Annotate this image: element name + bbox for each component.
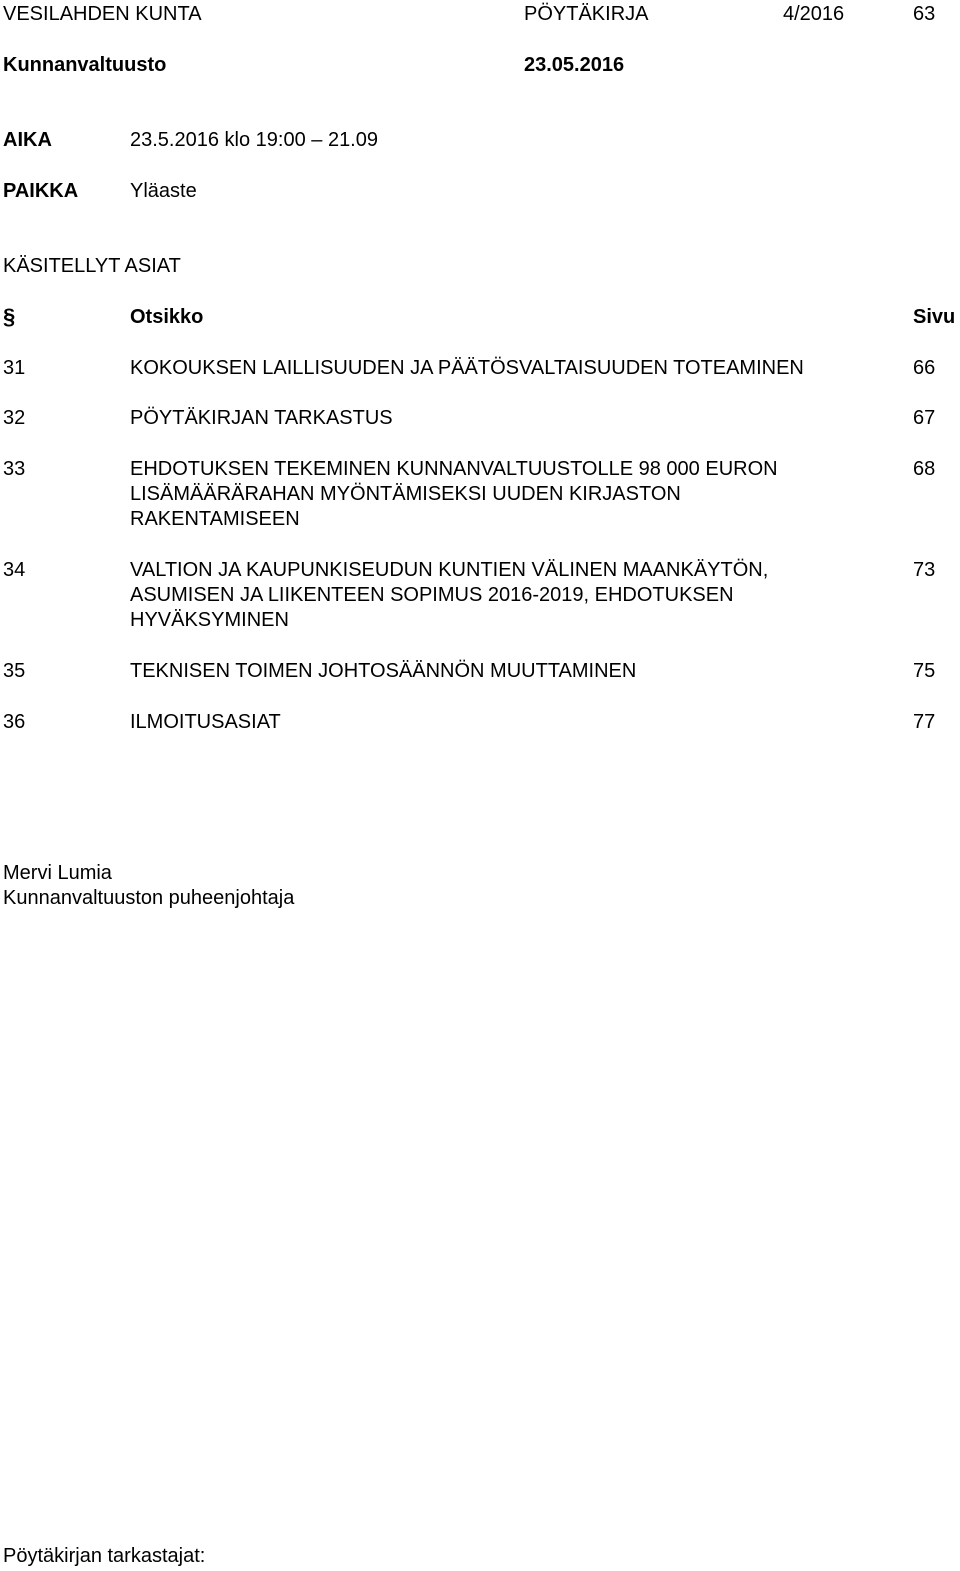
agenda-item-title: PÖYTÄKIRJAN TARKASTUS	[130, 407, 393, 429]
column-header-title: Otsikko	[130, 306, 204, 328]
agenda-item-title-line: RAKENTAMISEEN	[130, 508, 300, 530]
column-header-page: Sivu	[913, 306, 956, 328]
agenda-item-number: 31	[3, 357, 26, 379]
agenda-item-number: 34	[3, 559, 26, 581]
agenda-item-title: KOKOUKSEN LAILLISUUDEN JA PÄÄTÖSVALTAISUUDEN TOTEAMINEN	[130, 357, 804, 379]
agenda-item-page: 75	[913, 660, 936, 682]
agenda-item-page: 67	[913, 407, 936, 429]
signer-name: Mervi Lumia	[3, 862, 112, 884]
time-value: 23.5.2016 klo 19:00 – 21.09	[130, 129, 378, 151]
agenda-item-number: 36	[3, 711, 26, 733]
signer-title: Kunnanvaltuuston puheenjohtaja	[3, 887, 295, 909]
agenda-item-title-line: ASUMISEN JA LIIKENTEEN SOPIMUS 2016-2019, EHDOTUKSEN	[130, 584, 734, 606]
agenda-item-title-line: LISÄMÄÄRÄRAHAN MYÖNTÄMISEKSI UUDEN KIRJASTON	[130, 483, 681, 505]
place-label: PAIKKA	[3, 180, 79, 202]
agenda-item-title: ILMOITUSASIAT	[130, 711, 281, 733]
meeting-date: 23.05.2016	[524, 54, 625, 76]
reviewers-label: Pöytäkirjan tarkastajat:	[3, 1545, 206, 1567]
agenda-item-page: 77	[913, 711, 936, 733]
agenda-item-page: 66	[913, 357, 936, 379]
agenda-item-title-line: VALTION JA KAUPUNKISEUDUN KUNTIEN VÄLINEN MAANKÄYTÖN,	[130, 559, 769, 581]
time-label: AIKA	[3, 129, 52, 151]
agenda-item-number: 35	[3, 660, 26, 682]
document-number: 4/2016	[783, 3, 845, 25]
agenda-item-title-line: HYVÄKSYMINEN	[130, 609, 289, 631]
document-type: PÖYTÄKIRJA	[524, 3, 649, 25]
municipality-name: VESILAHDEN KUNTA	[3, 3, 202, 25]
agenda-item-page: 73	[913, 559, 936, 581]
agenda-heading: KÄSITELLYT ASIAT	[3, 255, 181, 277]
agenda-item-page: 68	[913, 458, 936, 480]
place-value: Yläaste	[130, 180, 197, 202]
agenda-item-number: 33	[3, 458, 26, 480]
agenda-item-title: TEKNISEN TOIMEN JOHTOSÄÄNNÖN MUUTTAMINEN	[130, 660, 637, 682]
page-number: 63	[913, 3, 936, 25]
agenda-item-title-line: EHDOTUKSEN TEKEMINEN KUNNANVALTUUSTOLLE 98 000 EURON	[130, 458, 778, 480]
governing-body: Kunnanvaltuusto	[3, 54, 167, 76]
agenda-item-number: 32	[3, 407, 26, 429]
section-symbol: §	[3, 304, 16, 329]
